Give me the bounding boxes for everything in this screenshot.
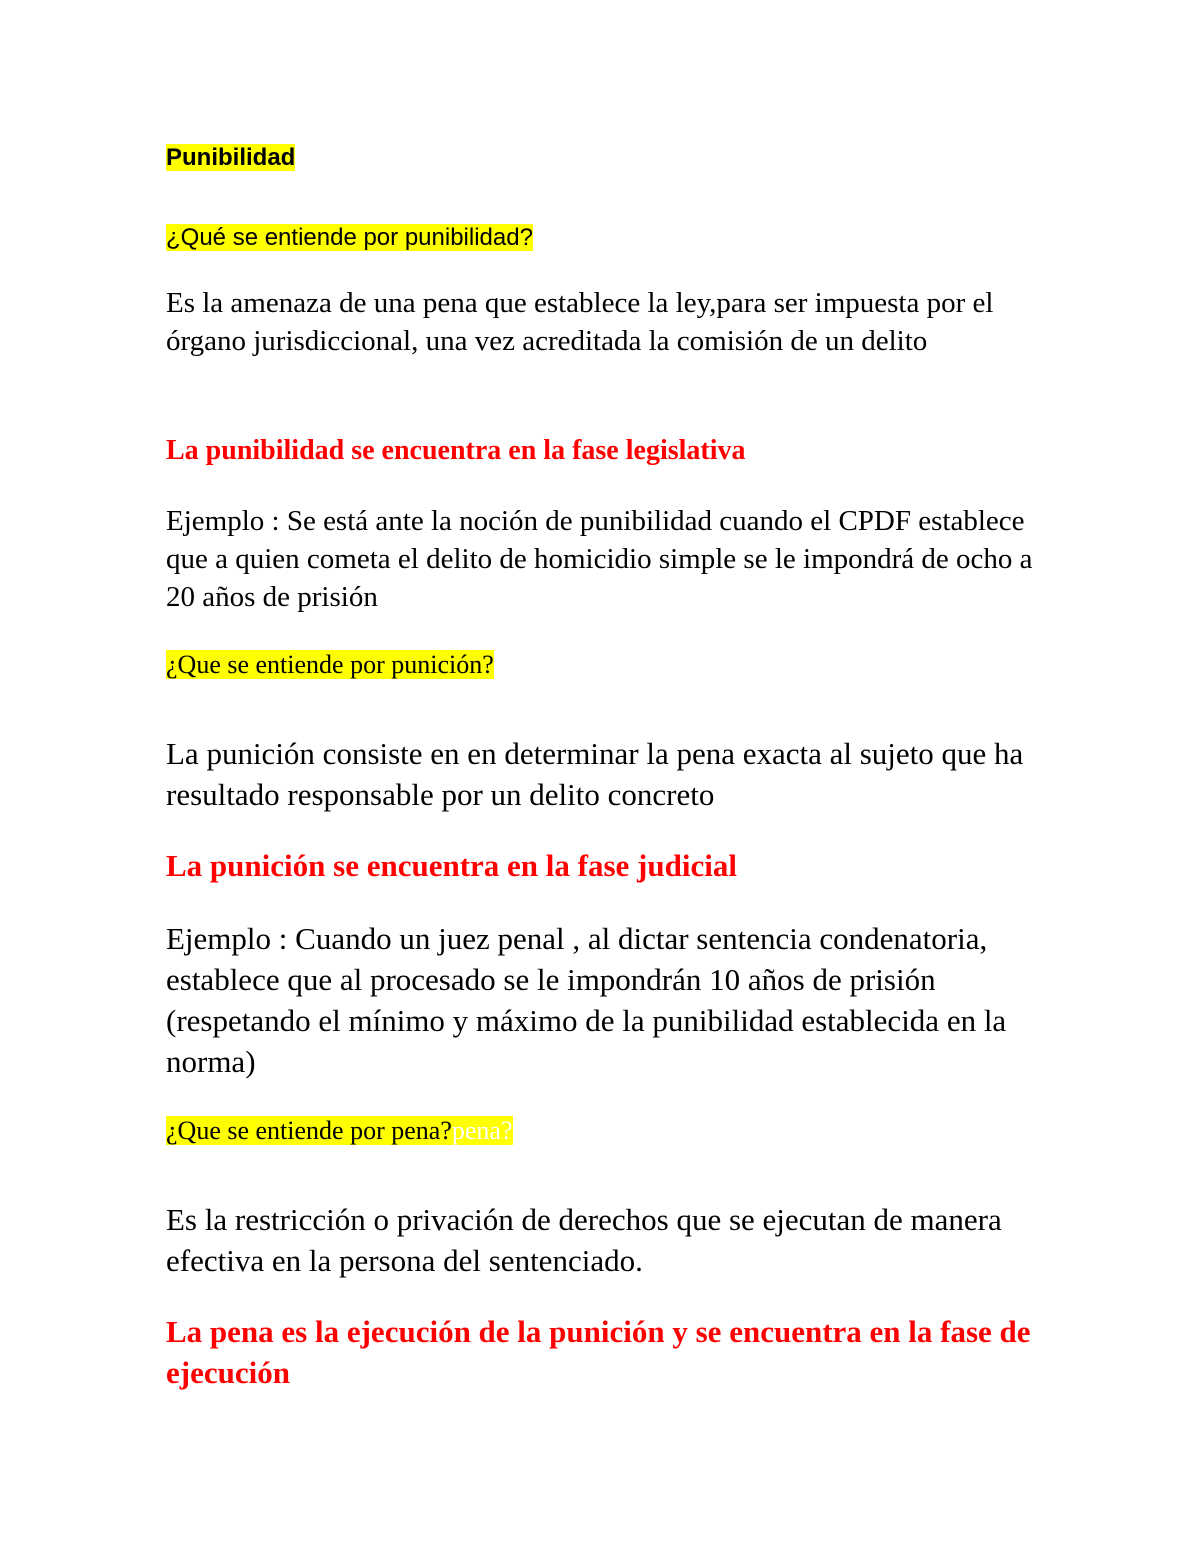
question-pena-highlight xyxy=(166,1116,513,1145)
document-title xyxy=(166,139,295,177)
title-highlight: Punibilidad xyxy=(166,144,296,171)
question-pena-ghost-text: pena? xyxy=(451,1116,513,1145)
question-punibilidad xyxy=(166,220,533,256)
fase-ejecucion-heading: La pena es la ejecución de la punición y se encuentra en la fase de ejecución xyxy=(166,1314,1031,1390)
fase-judicial-heading: La punición se encuentra en la fase judicial xyxy=(166,848,737,883)
ejemplo-punibilidad: Ejemplo : Se está ante la noción de punibilidad cuando el CPDF establece que a quien cometa el delito de homicidio simple se le impondrá de ocho a 20 años de prisión xyxy=(166,505,1033,613)
question-punibilidad-highlight: ¿Qué se entiende por punibilidad? xyxy=(166,224,533,251)
answer-punicion: La punición consiste en en determinar la pena exacta al sujeto que ha resultado responsable por un delito concreto xyxy=(166,736,1024,812)
answer-pena: Es la restricción o privación de derechos que se ejecutan de manera efectiva en la persona del sentenciado. xyxy=(166,1202,1002,1278)
fase-legislativa-heading: La punibilidad se encuentra en la fase legislativa xyxy=(166,435,746,466)
question-pena-text: ¿Que se entiende por pena? xyxy=(166,1116,452,1145)
answer-punibilidad: Es la amenaza de una pena que establece la ley,para ser impuesta por el órgano jurisdiccional, una vez acreditada la comisión de un delito xyxy=(166,287,994,357)
question-punicion xyxy=(166,647,494,683)
question-punicion-highlight: ¿Que se entiende por punición? xyxy=(166,650,494,679)
ejemplo-punicion: Ejemplo : Cuando un juez penal , al dictar sentencia condenatoria, establece que al procesado se le impondrán 10 años de prisión (respetando el mínimo y máximo de la punibilidad establecida en la norma) xyxy=(166,921,1007,1079)
question-pena xyxy=(166,1113,513,1149)
